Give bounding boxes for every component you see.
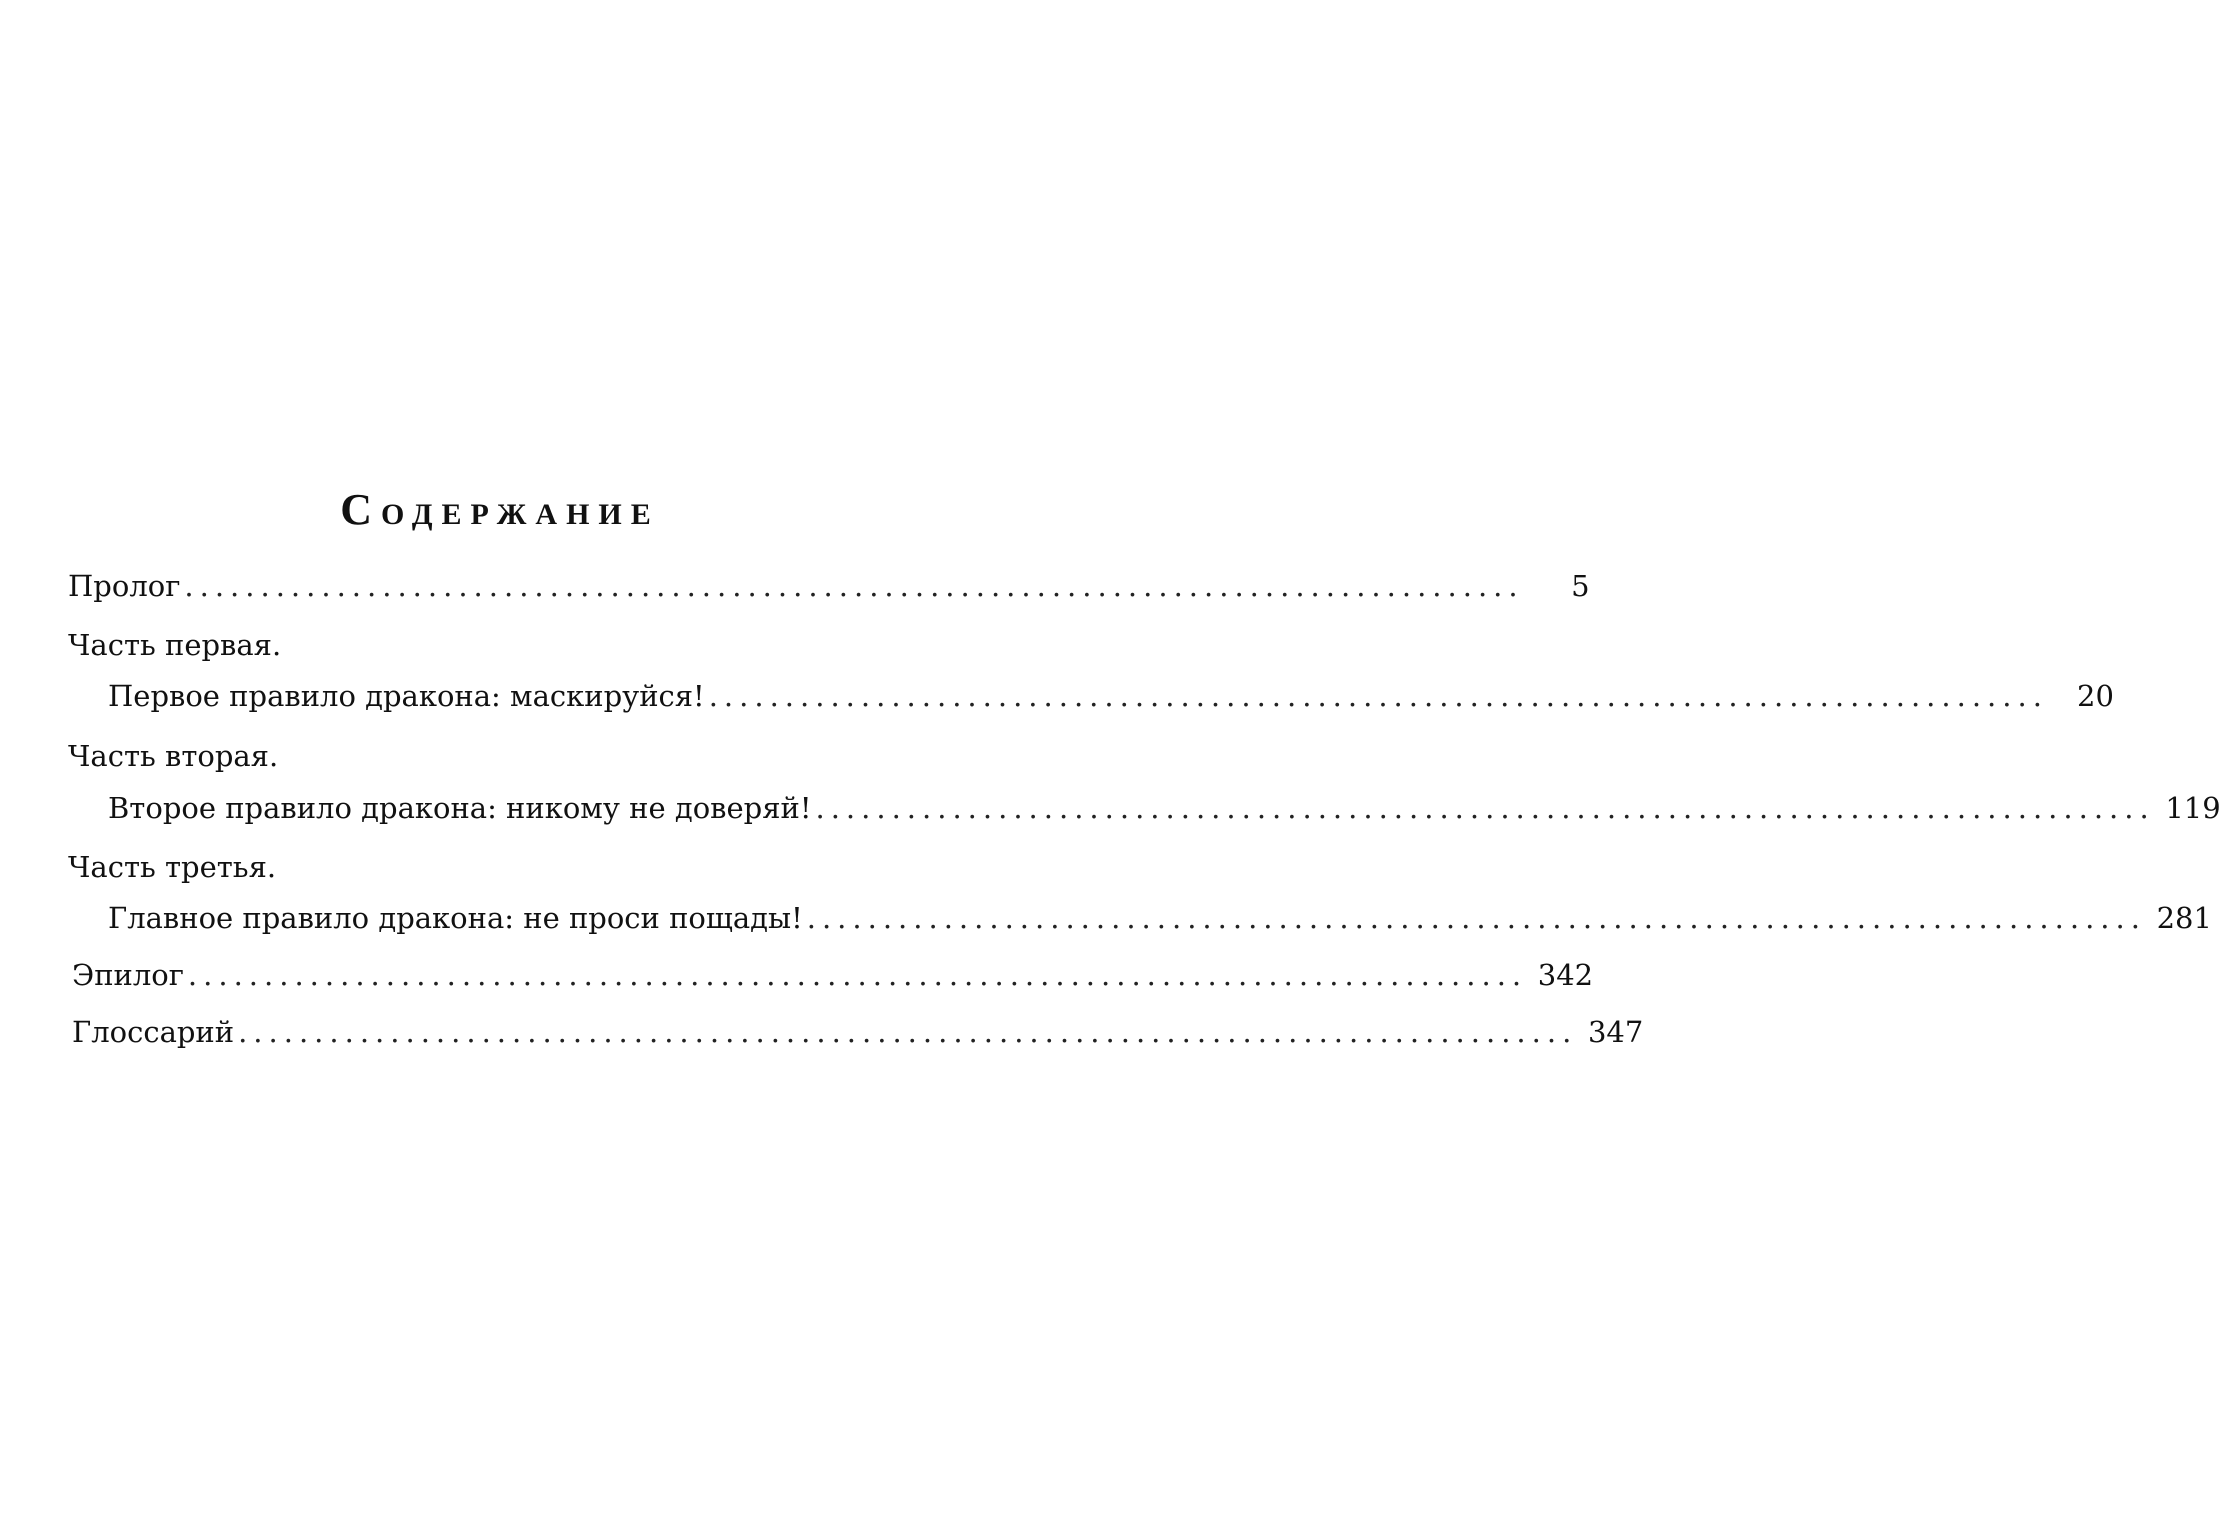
- toc-leader-dots: ........................................................................................: [806, 901, 2146, 935]
- toc-part-label: Часть вторая.: [68, 739, 279, 773]
- toc-title-initial: С: [340, 485, 381, 534]
- toc-entry-label: Пролог: [68, 569, 181, 603]
- toc-entry-label: Эпилог: [72, 958, 184, 992]
- toc-part-two: [68, 736, 278, 776]
- toc-part-one: [68, 625, 281, 665]
- toc-entry-prologue[interactable]: [68, 566, 1590, 606]
- toc-part-label: Часть третья.: [68, 850, 277, 884]
- toc-entry-chapter-three[interactable]: [108, 898, 2212, 938]
- toc-entry-page: 5: [1571, 569, 1590, 603]
- toc-entry-label: Главное правило дракона: не проси пощады!: [108, 901, 803, 935]
- toc-title-rest: ОДЕРЖАНИЕ: [381, 498, 660, 531]
- toc-part-three: [68, 847, 276, 887]
- toc-entry-page: 20: [2077, 679, 2114, 713]
- toc-leader-dots: ........................................................................................: [187, 958, 1528, 992]
- toc-leader-dots: ........................................................................................: [238, 1015, 1578, 1049]
- toc-entry-page: 342: [1537, 958, 1594, 992]
- toc-entry-page: 347: [1587, 1015, 1644, 1049]
- toc-entry-page: 281: [2156, 901, 2212, 935]
- toc-leader-dots: ........................................................................................: [184, 569, 1524, 603]
- toc-entry-label: Первое правило дракона: маскируйся!: [108, 679, 705, 713]
- toc-part-label: Часть первая.: [68, 628, 282, 662]
- toc-entry-glossary[interactable]: [72, 1012, 1644, 1052]
- toc-entry-page: 119: [2165, 791, 2221, 825]
- toc-entry-label: Второе правило дракона: никому не доверяй!: [108, 791, 812, 825]
- toc-entry-chapter-one[interactable]: [108, 676, 2114, 716]
- toc-entry-epilogue[interactable]: [72, 955, 1594, 995]
- toc-leader-dots: ........................................................................................: [815, 791, 2155, 825]
- toc-entry-chapter-two[interactable]: [108, 788, 2221, 828]
- toc-leader-dots: ........................................................................................: [708, 679, 2048, 713]
- toc-entry-label: Глоссарий: [72, 1015, 235, 1049]
